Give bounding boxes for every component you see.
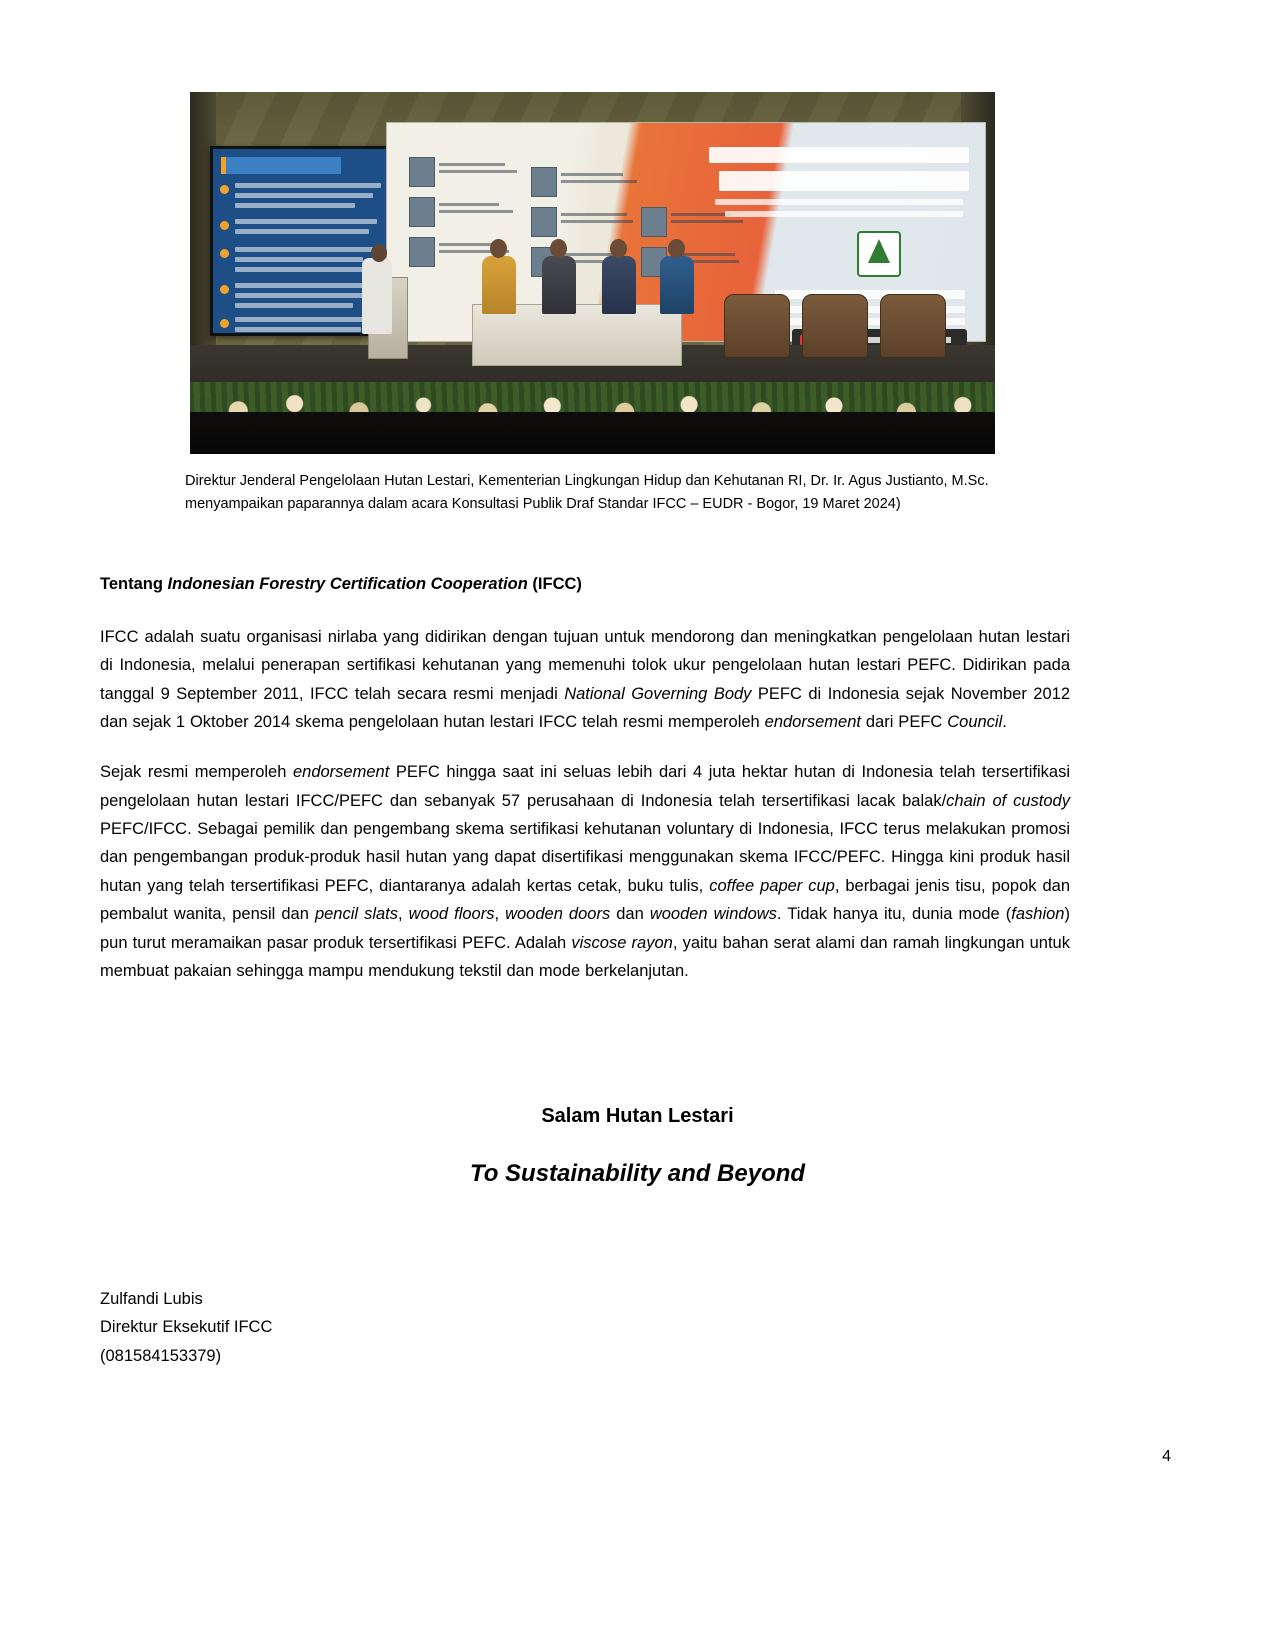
speaker-figure [362, 258, 392, 334]
p2-italic-6: wooden doors [505, 905, 611, 924]
speaker-portrait [531, 207, 557, 237]
p2-text-9: ) pun turut meramaikan pasar produk tersertifikasi PEFC. Adalah [100, 905, 1070, 952]
banner-subtitle-line [725, 211, 963, 217]
signature-block [100, 1285, 272, 1370]
slide-text-line [235, 317, 377, 322]
slide-text-line [235, 229, 369, 234]
signature-name: Zulfandi Lubis [100, 1290, 203, 1308]
panelist-head [550, 239, 567, 258]
slide-text-line [235, 183, 381, 188]
paragraph-2 [100, 758, 1070, 985]
armchair [880, 294, 946, 358]
event-photograph [190, 92, 995, 454]
p2-text-2: PEFC hingga saat ini seluas lebih dari 4 juta hektar hutan di Indonesia telah tersertifikasi pengelolaan hutan lestari IFCC/PEFC dan sebanyak 57 perusahaan di Indonesia telah tersertifikasi lacak balak/ [100, 763, 1070, 810]
banner-title-line2 [719, 171, 969, 191]
armchair [802, 294, 868, 358]
speaker-portrait [641, 207, 667, 237]
slide-bullet [220, 319, 229, 328]
slide-title-bar [221, 157, 341, 174]
panelist-head [610, 239, 627, 258]
p2-text-10: , yaitu bahan serat alami dan ramah lingkungan untuk membuat pakaian sehingga mampu mendukung tekstil dan mode berkelanjutan. [100, 933, 1070, 980]
stage-apron [190, 412, 995, 454]
p2-italic-8: fashion [1011, 905, 1065, 924]
speaker-role-line [561, 220, 633, 223]
panelist-figure [660, 256, 694, 314]
paragraph-1 [100, 623, 1070, 737]
p1-italic-2: endorsement [764, 712, 861, 731]
speaker-role-line [671, 220, 743, 223]
speaker-head [371, 244, 387, 262]
speaker-name-line [561, 173, 623, 176]
speaker-role-line [439, 170, 517, 173]
figure-caption: Direktur Jenderal Pengelolaan Hutan Lestari, Kementerian Lingkungan Hidup dan Kehutanan RI, Dr. Ir. Agus Justianto, M.Sc. menyampaikan paparannya dalam acara Konsultasi Publik Draf Standar IFCC – EUDR - Bogor, 19 Maret 2024) [185, 473, 989, 513]
speaker-name-line [561, 213, 627, 216]
slide-bullet [220, 285, 229, 294]
p2-italic-3: coffee paper cup [709, 876, 835, 895]
p2-italic-2: chain of custody [946, 791, 1070, 810]
slide-text-line [235, 193, 373, 198]
slide-bullet [220, 221, 229, 230]
speaker-role-line [439, 210, 513, 213]
speaker-portrait [409, 237, 435, 267]
p2-text-4: , berbagai jenis tisu, popok dan pembalut wanita, pensil dan [100, 876, 1070, 924]
panelist-head [668, 239, 685, 258]
banner-subtitle-line [715, 199, 963, 205]
panelist-figure [482, 256, 516, 314]
slide-text-line [235, 247, 379, 252]
slide-bullet [220, 249, 229, 258]
p2-italic-9: viscose rayon [571, 933, 673, 952]
p2-text-1: Sejak resmi memperoleh [100, 763, 293, 782]
panelist-figure [542, 256, 576, 314]
ifcc-logo-icon [857, 231, 901, 277]
p2-italic-4: pencil slats [314, 905, 399, 924]
p1-text-1: IFCC adalah suatu organisasi nirlaba yang didirikan dengan tujuan untuk mendorong dan meningkatkan pengelolaan hutan lestari di Indonesia, melalui penerapan sertifikasi kehutanan yang memenuhi tolok ukur pengelolaan hutan lestari PEFC. Didirikan pada tanggal 9 September 2011, IFCC telah secara resmi menjadi [100, 627, 1070, 703]
slide-text-line [235, 303, 353, 308]
article-body [100, 572, 1070, 1007]
slide-text-line [235, 203, 355, 208]
section-heading [100, 572, 1070, 597]
p1-italic-1: National Governing Body [564, 684, 752, 703]
speaker-portrait [409, 157, 435, 187]
speaker-name-line [439, 203, 499, 206]
section-heading-italic: Indonesian Forestry Certification Cooperation [167, 575, 528, 593]
p2-text-6: , [494, 905, 506, 924]
p2-text-3: PEFC/IFCC. Sebagai pemilik dan pengembang skema sertifikasi kehutanan voluntary di Indonesia, IFCC terus melakukan promosi dan pengembangan produk-produk hasil hutan yang dapat disertifikasi menggunakan skema IFCC/PEFC. Hingga kini produk hasil hutan yang telah tersertifikasi PEFC, diantaranya adalah kertas cetak, buku tulis, [100, 820, 1070, 895]
speaker-name-line [671, 213, 731, 216]
banner-title-line1 [709, 147, 969, 163]
p2-text-7: dan [610, 905, 650, 924]
closing-slogan-indonesian: Salam Hutan Lestari [541, 1105, 734, 1127]
slide-bullet [220, 185, 229, 194]
p1-italic-3: Council [947, 712, 1003, 731]
slide-text-line [235, 293, 367, 298]
closing-slogan-english: To Sustainability and Beyond [469, 1160, 806, 1187]
signature-title: Direktur Eksekutif IFCC [100, 1318, 273, 1337]
p1-text-3: dari PEFC [860, 712, 948, 731]
slide-text-line [235, 283, 375, 288]
speaker-name-line [439, 163, 505, 166]
p1-text-4: . [1002, 712, 1007, 731]
slide-text-line [235, 219, 377, 224]
p2-italic-5: wood floors [408, 905, 495, 924]
speaker-role-line [561, 180, 637, 183]
speaker-portrait [409, 197, 435, 227]
slide-text-line [235, 257, 363, 262]
armchair [724, 294, 790, 358]
section-heading-prefix: Tentang [100, 575, 168, 593]
p2-text-8: . Tidak hanya itu, dunia mode ( [776, 905, 1012, 924]
p2-text-5: , [398, 905, 409, 924]
slide-text-line [235, 327, 361, 332]
p2-italic-1: endorsement [292, 763, 390, 782]
speaker-portrait [531, 167, 557, 197]
figure [190, 92, 995, 454]
p1-text-2: PEFC di Indonesia sejak November 2012 dan sejak 1 Oktober 2014 skema pengelolaan hutan lestari IFCC telah resmi memperoleh [100, 684, 1070, 731]
section-heading-suffix: (IFCC) [527, 575, 582, 593]
signature-phone: (081584153379) [100, 1346, 222, 1365]
page-number: 4 [1162, 1448, 1171, 1465]
slide-text-line [235, 267, 373, 272]
panelist-figure [602, 256, 636, 314]
panelist-head [490, 239, 507, 258]
p2-italic-7: wooden windows [649, 905, 777, 924]
